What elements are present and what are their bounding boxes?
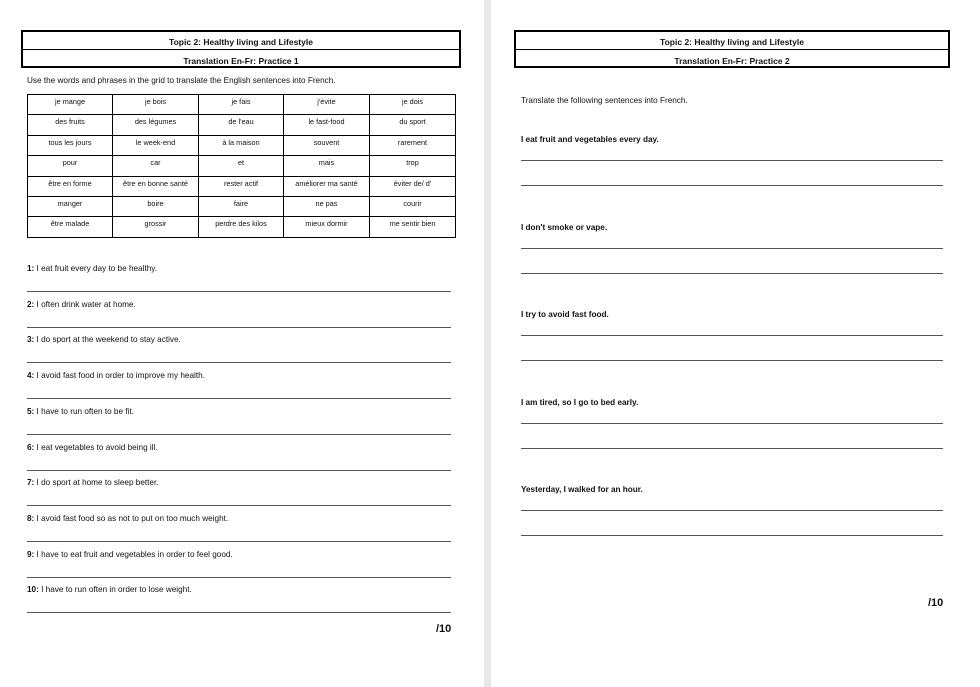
question-number: 5: <box>27 406 35 416</box>
grid-cell: je mange <box>28 95 113 115</box>
question-item <box>27 335 181 344</box>
answer-line[interactable] <box>521 160 943 161</box>
question-item <box>27 585 192 594</box>
answer-line[interactable] <box>27 327 451 328</box>
grid-cell: courir <box>370 196 456 216</box>
title-divider <box>23 49 459 50</box>
score-label: /10 <box>436 623 452 635</box>
question-item <box>27 264 157 273</box>
grid-cell: trop <box>370 156 456 176</box>
question-text: I often drink water at home. <box>34 299 136 309</box>
question-number: 4: <box>27 371 35 381</box>
grid-cell: et <box>199 156 284 176</box>
grid-cell: mieux dormir <box>284 217 370 237</box>
grid-cell: de l'eau <box>199 115 284 135</box>
grid-cell: je dois <box>370 95 456 115</box>
question-number: 8: <box>27 513 35 523</box>
grid-cell: être en bonne santé <box>113 176 199 196</box>
answer-line[interactable] <box>521 335 943 336</box>
answer-line[interactable] <box>27 541 451 542</box>
question-text: I do sport at the weekend to stay active. <box>34 335 181 345</box>
sentence-prompt: I eat fruit and vegetables every day. <box>521 135 659 144</box>
grid-cell: grossir <box>113 217 199 237</box>
answer-line[interactable] <box>521 510 943 511</box>
grid-cell: rarement <box>370 135 456 155</box>
question-item <box>27 371 205 380</box>
title-divider <box>516 49 948 50</box>
grid-cell: car <box>113 156 199 176</box>
vocabulary-grid <box>27 94 456 238</box>
grid-cell: perdre des kilos <box>199 217 284 237</box>
grid-cell: ne pas <box>284 196 370 216</box>
answer-line[interactable] <box>521 535 943 536</box>
sentence-prompt: I try to avoid fast food. <box>521 310 609 320</box>
question-text: I avoid fast food in order to improve my health. <box>34 371 205 381</box>
grid-cell: le week-end <box>113 135 199 155</box>
question-text: I eat vegetables to avoid being ill. <box>34 442 158 452</box>
page-subtitle: Translation En-Fr: Practice 2 <box>674 56 790 66</box>
answer-line[interactable] <box>27 362 451 363</box>
answer-line[interactable] <box>521 448 943 449</box>
question-number: 9: <box>27 549 35 559</box>
question-number: 10: <box>27 585 39 595</box>
grid-cell: rester actif <box>199 176 284 196</box>
grid-cell: je bois <box>113 95 199 115</box>
grid-row <box>28 115 456 135</box>
question-number: 1: <box>27 264 35 273</box>
grid-row <box>28 135 456 155</box>
grid-cell: souvent <box>284 135 370 155</box>
grid-cell: le fast-food <box>284 115 370 135</box>
grid-cell: j'évite <box>284 95 370 115</box>
instruction-text: Translate the following sentences into French. <box>521 96 688 105</box>
sentence-prompt: Yesterday, I walked for an hour. <box>521 485 643 495</box>
answer-line[interactable] <box>521 360 943 361</box>
grid-cell: des légumes <box>113 115 199 135</box>
instruction-text: Use the words and phrases in the grid to translate the English sentences into French. <box>27 76 336 85</box>
answer-line[interactable] <box>27 398 451 399</box>
answer-line[interactable] <box>521 248 943 249</box>
answer-line[interactable] <box>27 505 451 506</box>
question-item <box>27 300 136 309</box>
grid-row <box>28 156 456 176</box>
answer-line[interactable] <box>27 612 451 613</box>
question-text: I have to eat fruit and vegetables in order to feel good. <box>34 549 233 559</box>
grid-cell: du sport <box>370 115 456 135</box>
title-box <box>514 30 950 68</box>
worksheet-page-practice-2 <box>491 0 980 687</box>
grid-cell: améliorer ma santé <box>284 176 370 196</box>
question-text: I avoid fast food so as not to put on too much weight. <box>34 513 229 523</box>
answer-line[interactable] <box>27 434 451 435</box>
question-item <box>27 550 233 559</box>
grid-cell: faire <box>199 196 284 216</box>
question-item <box>27 443 158 452</box>
grid-cell: être en forme <box>28 176 113 196</box>
page-title: Topic 2: Healthy living and Lifestyle <box>169 37 313 47</box>
grid-cell: je fais <box>199 95 284 115</box>
grid-cell: des fruits <box>28 115 113 135</box>
grid-row <box>28 95 456 115</box>
grid-cell: être malade <box>28 217 113 237</box>
answer-line[interactable] <box>521 273 943 274</box>
question-number: 2: <box>27 299 35 309</box>
page-subtitle: Translation En-Fr: Practice 1 <box>183 56 299 66</box>
grid-cell: mais <box>284 156 370 176</box>
page-title: Topic 2: Healthy living and Lifestyle <box>660 37 804 47</box>
question-text: I do sport at home to sleep better. <box>34 478 159 488</box>
question-item <box>27 514 228 523</box>
question-number: 6: <box>27 442 35 452</box>
grid-cell: éviter de/ d' <box>370 176 456 196</box>
grid-cell: me sentir bien <box>370 217 456 237</box>
question-text: I have to run often to be fit. <box>34 406 134 416</box>
sentence-prompt: I don't smoke or vape. <box>521 222 608 232</box>
grid-row <box>28 176 456 196</box>
answer-line[interactable] <box>27 577 451 578</box>
question-text: I eat fruit every day to be healthy. <box>34 264 158 273</box>
answer-line[interactable] <box>27 291 451 292</box>
question-number: 7: <box>27 478 35 488</box>
answer-line[interactable] <box>521 185 943 186</box>
score-label: /10 <box>928 597 944 609</box>
grid-cell: boire <box>113 196 199 216</box>
sentence-prompt: I am tired, so I go to bed early. <box>521 397 639 407</box>
question-item <box>27 478 159 487</box>
grid-row <box>28 217 456 237</box>
question-text: I have to run often in order to lose weight. <box>38 585 192 595</box>
title-box <box>21 30 461 68</box>
grid-cell: pour <box>28 156 113 176</box>
answer-line[interactable] <box>521 423 943 424</box>
grid-cell: manger <box>28 196 113 216</box>
worksheet-page-practice-1 <box>0 0 484 687</box>
answer-line[interactable] <box>27 470 451 471</box>
grid-cell: tous les jours <box>28 135 113 155</box>
grid-row <box>28 196 456 216</box>
question-number: 3: <box>27 335 35 345</box>
question-item <box>27 407 134 416</box>
grid-cell: à la maison <box>199 135 284 155</box>
